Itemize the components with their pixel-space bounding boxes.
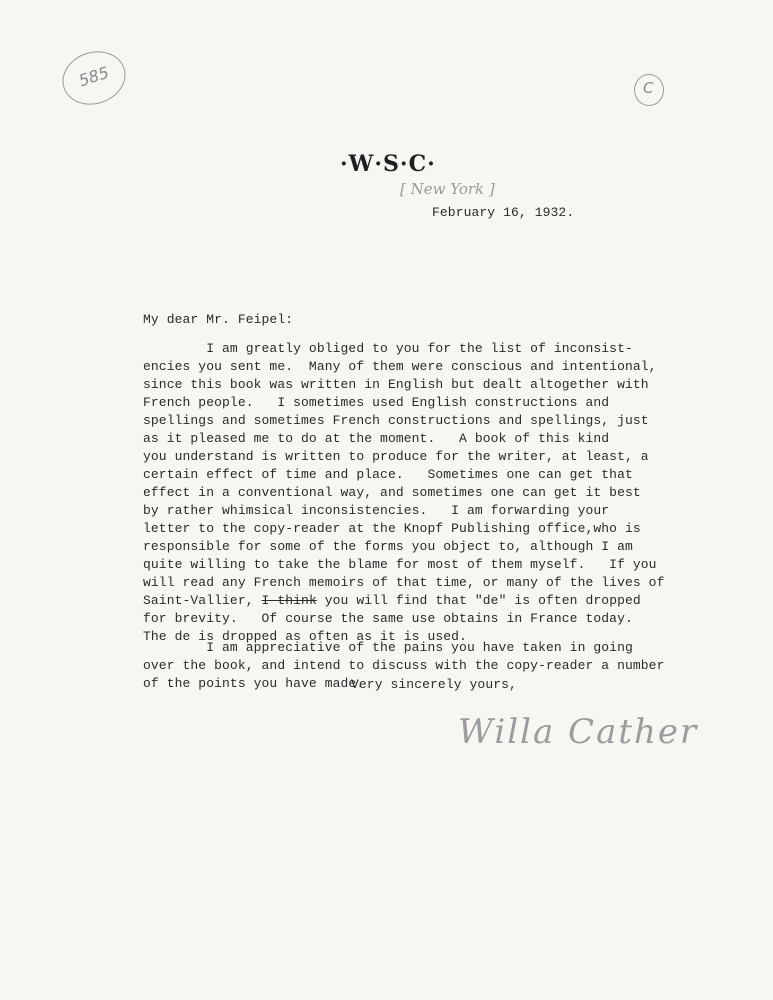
body-paragraph-1 xyxy=(143,341,665,644)
archive-number-annotation xyxy=(56,43,133,112)
body-line: I am appreciative of the pains you have taken in going xyxy=(143,640,633,655)
body-line: as it pleased me to do at the moment. A book of this kind xyxy=(143,431,610,446)
signature: Willa Cather xyxy=(458,712,699,752)
body-line: responsible for some of the forms you object to, although I am xyxy=(143,539,633,554)
archive-number: 585 xyxy=(76,62,112,91)
body-line: encies you sent me. Many of them were conscious and intentional, xyxy=(143,359,657,374)
salutation: My dear Mr. Feipel: xyxy=(143,312,294,327)
body-line: for brevity. Of course the same use obtains in France today. xyxy=(143,611,633,626)
body-line: certain effect of time and place. Sometimes one can get that xyxy=(143,467,633,482)
body-line: spellings and sometimes French constructions and spellings, just xyxy=(143,413,649,428)
body-line: you understand is written to produce for the writer, at least, a xyxy=(143,449,649,464)
letterhead-monogram: ·W·S·C· xyxy=(340,151,436,177)
saint-line-suffix: you will find that "de" is often dropped xyxy=(316,593,641,608)
saint-line-prefix: Saint-Vallier, xyxy=(143,593,262,608)
body-line-saint-vallier xyxy=(143,593,641,608)
closing: Very sincerely yours, xyxy=(351,677,517,692)
corner-mark: C xyxy=(643,79,654,97)
body-line: letter to the copy-reader at the Knopf Publishing office,who is xyxy=(143,521,641,536)
body-line: The de is dropped as often as it is used. xyxy=(143,629,467,644)
struck-text: I think xyxy=(261,593,317,608)
corner-mark-annotation xyxy=(634,74,664,106)
body-line: French people. I sometimes used English constructions and xyxy=(143,395,610,410)
body-line: of the points you have made. xyxy=(143,676,365,691)
letter-date: February 16, 1932. xyxy=(432,205,575,220)
body-line: will read any French memoirs of that time, or many of the lives of xyxy=(143,575,665,590)
body-line: over the book, and intend to discuss with the copy-reader a number xyxy=(143,658,665,673)
body-line: effect in a conventional way, and sometimes one can get it best xyxy=(143,485,641,500)
body-line: quite willing to take the blame for most of them myself. If you xyxy=(143,557,657,572)
body-line: since this book was written in English but dealt altogether with xyxy=(143,377,649,392)
place-note: [ New York ] xyxy=(400,180,495,198)
body-line: by rather whimsical inconsistencies. I am forwarding your xyxy=(143,503,610,518)
body-line: I am greatly obliged to you for the list of inconsist- xyxy=(143,341,633,356)
